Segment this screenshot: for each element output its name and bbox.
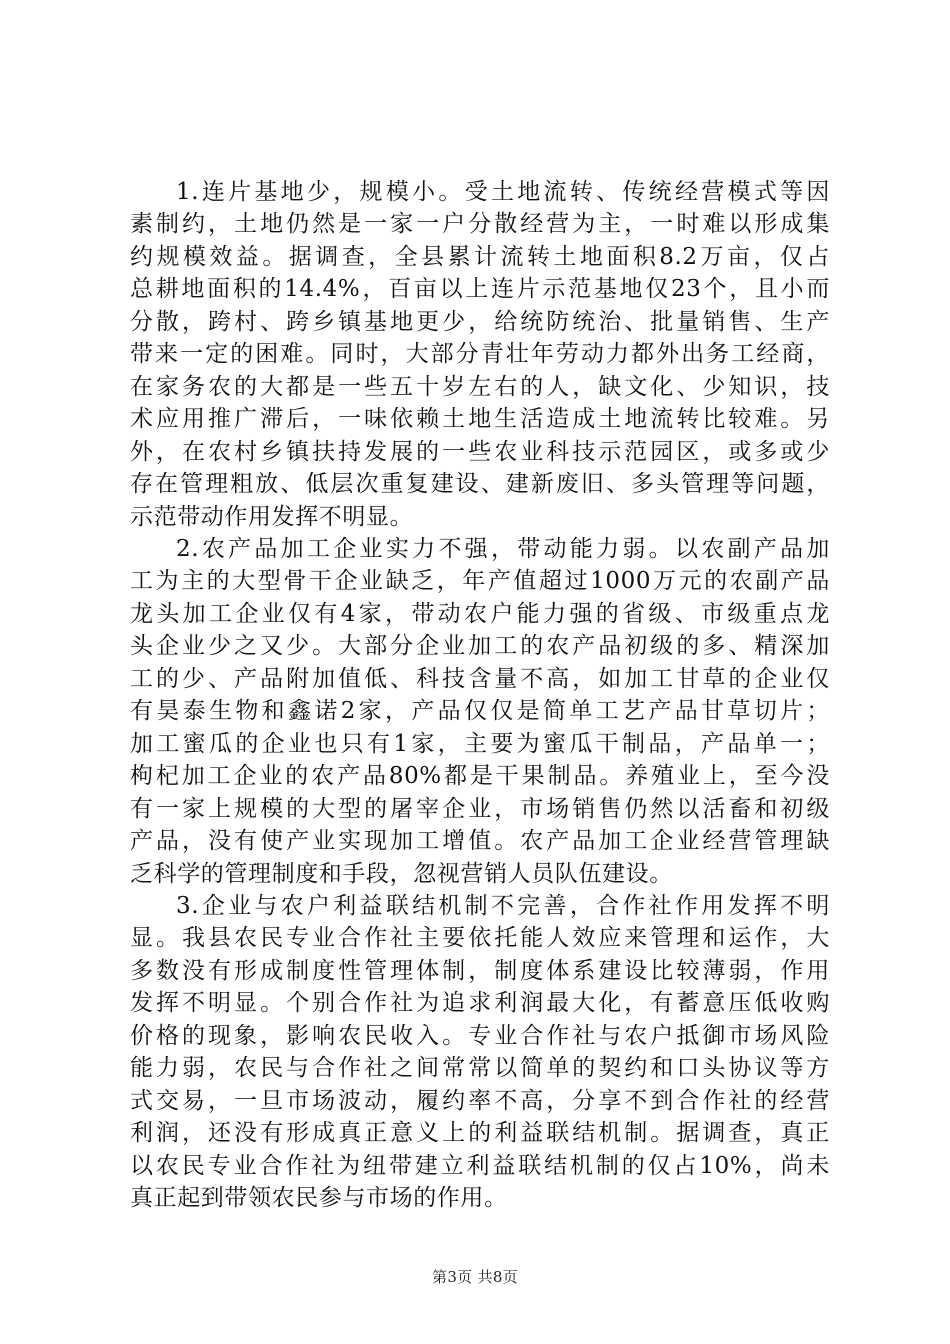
text-line: 显。我县农民专业合作社主要依托能人效应来管理和运作，大 bbox=[130, 925, 830, 952]
text-line: 能力弱，农民与合作社之间常常以简单的契约和口头协议等方 bbox=[130, 1055, 830, 1082]
text-line: 产品，没有使产业实现加工增值。农产品加工企业经营管理缺 bbox=[130, 828, 830, 855]
text-line: 利润，还没有形成真正意义上的利益联结机制。据调查，真正 bbox=[130, 1120, 830, 1147]
text-line: 分散，跨村、跨乡镇基地更少，给统防统治、批量销售、生产 bbox=[130, 308, 830, 335]
paragraph-1 bbox=[130, 176, 830, 533]
text-line: 工的少、产品附加值低、科技含量不高，如加工甘草的企业仅 bbox=[130, 665, 830, 692]
text-line: 真正起到带领农民参与市场的作用。 bbox=[130, 1185, 508, 1212]
text-line: 加工蜜瓜的企业也只有1家，主要为蜜瓜干制品，产品单一； bbox=[130, 730, 830, 757]
text-line: 约规模效益。据调查，全县累计流转土地面积8.2万亩，仅占 bbox=[130, 243, 830, 270]
text-line: 存在管理粗放、低层次重复建设、建新废旧、多头管理等问题， bbox=[130, 471, 830, 498]
text-line: 发挥不明显。个别合作社为追求利润最大化，有蓄意压低收购 bbox=[130, 990, 830, 1017]
text-line: 枸杞加工企业的农产品80%都是干果制品。养殖业上，至今没 bbox=[130, 763, 830, 790]
text-line: 1.连片基地少，规模小。受土地流转、传统经营模式等因 bbox=[176, 179, 830, 205]
text-line: 3.企业与农户利益联结机制不完善，合作社作用发挥不明 bbox=[176, 892, 830, 919]
text-line: 式交易，一旦市场波动，履约率不高，分享不到合作社的经营 bbox=[130, 1087, 830, 1114]
paragraph-3 bbox=[130, 890, 830, 1215]
paragraph-2 bbox=[130, 533, 830, 890]
text-line: 头企业少之又少。大部分企业加工的农产品初级的多、精深加 bbox=[130, 633, 830, 660]
text-line: 带来一定的困难。同时，大部分青壮年劳动力都外出务工经商， bbox=[130, 341, 830, 368]
page-number: 第3页 共8页 bbox=[432, 1268, 518, 1286]
page-footer bbox=[0, 1266, 950, 1287]
text-line: 术应用推广滞后，一味依赖土地生活造成土地流转比较难。另 bbox=[130, 406, 830, 433]
text-line: 在家务农的大都是一些五十岁左右的人，缺文化、少知识，技 bbox=[130, 373, 830, 400]
text-line: 素制约，土地仍然是一家一户分散经营为主，一时难以形成集 bbox=[130, 211, 830, 238]
text-line: 工为主的大型骨干企业缺乏，年产值超过1000万元的农副产品 bbox=[130, 568, 830, 595]
text-line: 外，在农村乡镇扶持发展的一些农业科技示范园区，或多或少 bbox=[130, 438, 830, 465]
text-line: 龙头加工企业仅有4家，带动农户能力强的省级、市级重点龙 bbox=[130, 600, 830, 627]
text-line: 以农民专业合作社为纽带建立利益联结机制的仅占10%，尚未 bbox=[130, 1152, 830, 1179]
text-line: 乏科学的管理制度和手段，忽视营销人员队伍建设。 bbox=[130, 860, 673, 887]
text-line: 有一家上规模的大型的屠宰企业，市场销售仍然以活畜和初级 bbox=[130, 795, 830, 822]
text-line: 示范带动作用发挥不明显。 bbox=[130, 503, 414, 530]
document-body bbox=[130, 176, 830, 1215]
text-line: 总耕地面积的14.4%，百亩以上连片示范基地仅23个，且小而 bbox=[130, 276, 830, 303]
text-line: 2.农产品加工企业实力不强，带动能力弱。以农副产品加 bbox=[176, 535, 830, 562]
text-line: 有昊泰生物和鑫诺2家，产品仅仅是简单工艺产品甘草切片； bbox=[130, 698, 830, 725]
text-line: 多数没有形成制度性管理体制，制度体系建设比较薄弱，作用 bbox=[130, 957, 830, 984]
text-line: 价格的现象，影响农民收入。专业合作社与农户抵御市场风险 bbox=[130, 1022, 830, 1049]
